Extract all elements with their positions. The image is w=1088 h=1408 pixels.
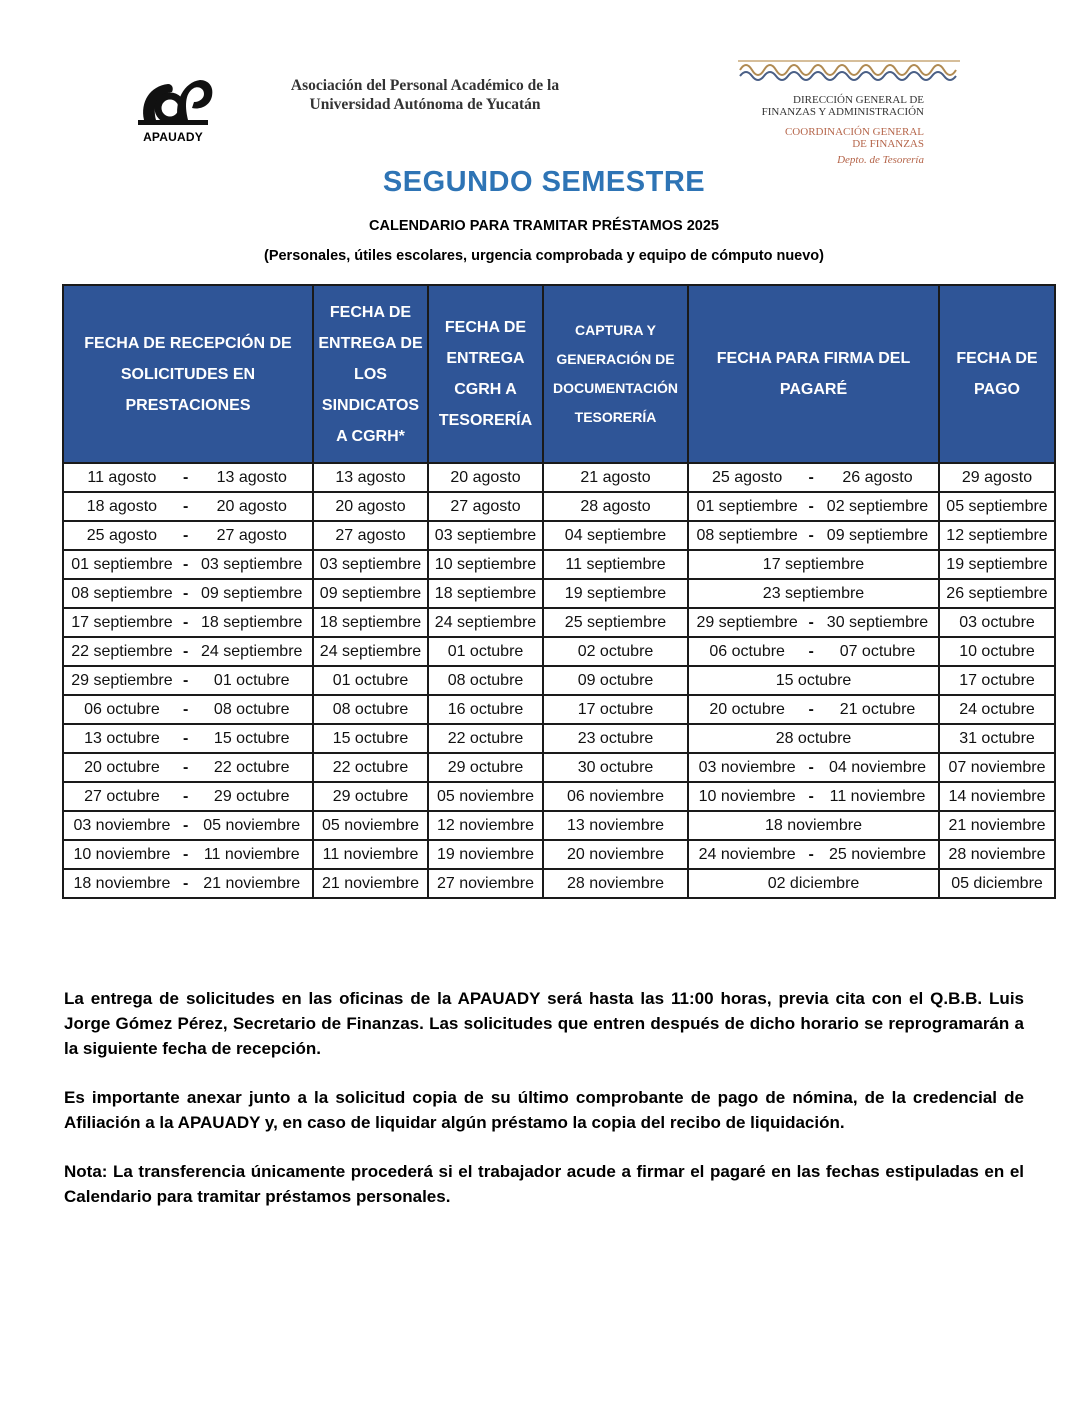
cell-recepcion-range	[64, 498, 312, 516]
cell-sindicatos: 09 septiembre	[313, 579, 428, 608]
cell-pago: 19 septiembre	[939, 550, 1055, 579]
range-separator: -	[182, 584, 189, 602]
association-name	[270, 76, 580, 114]
date-to: 27 agosto	[216, 526, 287, 544]
association-line-1: Asociación del Personal Académico de la	[290, 77, 560, 94]
date-to: 20 agosto	[216, 497, 287, 515]
header-firma: FECHA PARA FIRMA DEL PAGARÉ	[688, 285, 939, 463]
range-separator: -	[808, 526, 814, 544]
date-from: 25 agosto	[711, 468, 783, 486]
cell-recepcion	[63, 463, 313, 492]
direction-line-2: FINANZAS Y ADMINISTRACIÓN	[761, 106, 924, 118]
date-to: 03 septiembre	[201, 555, 303, 573]
cell-captura: 28 agosto	[543, 492, 688, 521]
date-from: 01 septiembre	[696, 497, 798, 515]
cell-recepcion	[63, 608, 313, 637]
cell-captura: 04 septiembre	[543, 521, 688, 550]
date-from: 06 octubre	[84, 700, 160, 718]
cell-tesoreria: 18 septiembre	[428, 579, 543, 608]
cell-recepcion-range	[64, 527, 312, 545]
coordination-line-2: DE FINANZAS	[852, 138, 924, 150]
cell-tesoreria: 10 septiembre	[428, 550, 543, 579]
cell-recepcion	[63, 782, 313, 811]
cell-captura: 11 septiembre	[543, 550, 688, 579]
cell-pago: 03 octubre	[939, 608, 1055, 637]
note-documents: Es importante anexar junto a la solicitud copia de su último comprobante de pago de nómina, de la credencial de Afiliación a la APAUADY y, en caso de liquidar algún préstamo la copia del recibo de liquidación.	[64, 1088, 1024, 1132]
range-separator: -	[182, 758, 189, 776]
cell-tesoreria: 24 septiembre	[428, 608, 543, 637]
cell-captura: 09 octubre	[543, 666, 688, 695]
cell-firma: 17 septiembre	[688, 550, 939, 579]
cell-firma-range	[689, 498, 938, 516]
cell-pago: 24 octubre	[939, 695, 1055, 724]
cell-captura: 13 noviembre	[543, 811, 688, 840]
cell-captura: 30 octubre	[543, 753, 688, 782]
cell-pago: 17 octubre	[939, 666, 1055, 695]
greca-pattern-icon	[738, 58, 960, 82]
cell-firma: 18 noviembre	[688, 811, 939, 840]
cell-firma-range	[689, 469, 938, 487]
date-from: 03 noviembre	[698, 758, 796, 776]
cell-firma-range	[689, 701, 938, 719]
cell-recepcion	[63, 840, 313, 869]
cell-recepcion	[63, 521, 313, 550]
date-to: 25 noviembre	[829, 845, 926, 863]
range-separator: -	[182, 642, 189, 660]
cell-firma	[688, 521, 939, 550]
table-row	[63, 463, 1055, 492]
range-separator: -	[808, 497, 814, 515]
cell-sindicatos: 03 septiembre	[313, 550, 428, 579]
table-row	[63, 550, 1055, 579]
table-row	[63, 666, 1055, 695]
range-separator: -	[808, 642, 814, 660]
header-pago: FECHA DE PAGO	[939, 285, 1055, 463]
range-separator: -	[182, 816, 189, 834]
date-from: 03 noviembre	[73, 816, 171, 834]
cell-recepcion	[63, 492, 313, 521]
note-transfer: Nota: La transferencia únicamente procederá si el trabajador acude a firmar el pagaré en las fechas estipuladas en el Calendario para tramitar préstamos personales.	[64, 1162, 1024, 1206]
range-separator: -	[182, 729, 189, 747]
table-row	[63, 869, 1055, 898]
cell-firma-range	[689, 846, 938, 864]
cell-pago: 07 noviembre	[939, 753, 1055, 782]
cell-firma: 28 octubre	[688, 724, 939, 753]
date-from: 27 octubre	[84, 787, 160, 805]
date-to: 18 septiembre	[201, 613, 303, 631]
date-from: 20 octubre	[709, 700, 785, 718]
cell-captura: 20 noviembre	[543, 840, 688, 869]
cell-pago: 05 septiembre	[939, 492, 1055, 521]
date-to: 09 septiembre	[826, 526, 929, 544]
cell-recepcion	[63, 695, 313, 724]
date-from: 17 septiembre	[71, 613, 173, 631]
date-to: 02 septiembre	[826, 497, 929, 515]
cell-recepcion-range	[64, 585, 312, 603]
cell-pago: 10 octubre	[939, 637, 1055, 666]
cell-tesoreria: 27 noviembre	[428, 869, 543, 898]
date-from: 18 noviembre	[73, 874, 171, 892]
cell-pago: 26 septiembre	[939, 579, 1055, 608]
date-to: 05 noviembre	[203, 816, 301, 834]
association-line-2: Universidad Autónoma de Yucatán	[309, 96, 541, 113]
header-sindicatos: FECHA DE ENTREGA DE LOS SINDICATOS A CGRH*	[313, 285, 428, 463]
date-to: 21 noviembre	[203, 874, 301, 892]
table-row	[63, 753, 1055, 782]
date-from: 20 octubre	[84, 758, 160, 776]
date-to: 13 agosto	[216, 468, 287, 486]
date-from: 29 septiembre	[71, 671, 173, 689]
notes-section	[64, 986, 1024, 1233]
date-from: 22 septiembre	[71, 642, 173, 660]
cell-tesoreria: 20 agosto	[428, 463, 543, 492]
cell-recepcion-range	[64, 875, 312, 893]
header-captura: CAPTURA Y GENERACIÓN DE DOCUMENTACIÓN TESORERÍA	[543, 285, 688, 463]
date-to: 07 octubre	[839, 642, 916, 660]
table-row	[63, 811, 1055, 840]
direction-line-1: DIRECCIÓN GENERAL DE	[793, 94, 924, 106]
cell-firma: 15 octubre	[688, 666, 939, 695]
cell-recepcion-range	[64, 730, 312, 748]
table-row	[63, 840, 1055, 869]
coordination-line-1: COORDINACIÓN GENERAL	[784, 126, 924, 138]
range-separator: -	[182, 526, 189, 544]
cell-firma	[688, 753, 939, 782]
cell-recepcion-range	[64, 672, 312, 690]
cell-recepcion	[63, 811, 313, 840]
cell-sindicatos: 13 agosto	[313, 463, 428, 492]
cell-recepcion	[63, 724, 313, 753]
cell-sindicatos: 29 octubre	[313, 782, 428, 811]
cell-pago: 05 diciembre	[939, 869, 1055, 898]
cell-recepcion-range	[64, 846, 312, 864]
range-separator: -	[808, 468, 814, 486]
table-row	[63, 782, 1055, 811]
date-from: 06 octubre	[709, 642, 785, 660]
cell-firma-range	[689, 643, 938, 661]
cell-sindicatos: 27 agosto	[313, 521, 428, 550]
cell-pago: 31 octubre	[939, 724, 1055, 753]
range-separator: -	[808, 758, 814, 776]
date-to: 22 octubre	[213, 758, 290, 776]
cell-recepcion-range	[64, 759, 312, 777]
table-row	[63, 724, 1055, 753]
date-to: 04 noviembre	[829, 758, 926, 776]
date-to: 21 octubre	[839, 700, 916, 718]
cell-captura: 25 septiembre	[543, 608, 688, 637]
cell-tesoreria: 27 agosto	[428, 492, 543, 521]
loan-calendar-table	[62, 284, 1056, 899]
cell-firma	[688, 782, 939, 811]
cell-sindicatos: 15 octubre	[313, 724, 428, 753]
cell-recepcion	[63, 579, 313, 608]
cell-firma	[688, 463, 939, 492]
cell-sindicatos: 01 octubre	[313, 666, 428, 695]
cell-recepcion	[63, 550, 313, 579]
header-tesoreria: FECHA DE ENTREGA CGRH A TESORERÍA	[428, 285, 543, 463]
range-separator: -	[182, 874, 189, 892]
cell-pago: 29 agosto	[939, 463, 1055, 492]
cell-sindicatos: 22 octubre	[313, 753, 428, 782]
date-from: 10 noviembre	[73, 845, 171, 863]
cell-tesoreria: 19 noviembre	[428, 840, 543, 869]
range-separator: -	[182, 497, 189, 515]
date-to: 29 octubre	[213, 787, 290, 805]
cell-captura: 06 noviembre	[543, 782, 688, 811]
cell-recepcion-range	[64, 817, 312, 835]
cell-firma: 23 septiembre	[688, 579, 939, 608]
cell-recepcion-range	[64, 469, 312, 487]
cell-firma-range	[689, 788, 938, 806]
table-row	[63, 521, 1055, 550]
cell-captura: 02 octubre	[543, 637, 688, 666]
cell-recepcion-range	[64, 701, 312, 719]
date-from: 18 agosto	[86, 497, 158, 515]
cell-firma	[688, 608, 939, 637]
cell-tesoreria: 29 octubre	[428, 753, 543, 782]
cell-sindicatos: 05 noviembre	[313, 811, 428, 840]
date-from: 08 septiembre	[71, 584, 173, 602]
date-to: 01 octubre	[213, 671, 290, 689]
date-from: 24 noviembre	[698, 845, 796, 863]
loan-types-subtitle: (Personales, útiles escolares, urgencia comprobada y equipo de cómputo nuevo)	[263, 248, 824, 264]
department-name: Depto. de Tesorería	[837, 154, 924, 166]
cell-firma	[688, 840, 939, 869]
range-separator: -	[182, 787, 189, 805]
table-row	[63, 579, 1055, 608]
range-separator: -	[182, 700, 189, 718]
date-from: 13 octubre	[84, 729, 160, 747]
cell-firma-range	[689, 759, 938, 777]
range-separator: -	[182, 468, 189, 486]
date-to: 09 septiembre	[201, 584, 303, 602]
table-row	[63, 637, 1055, 666]
cell-pago: 14 noviembre	[939, 782, 1055, 811]
cell-tesoreria: 05 noviembre	[428, 782, 543, 811]
date-from: 01 septiembre	[71, 555, 173, 573]
cell-recepcion	[63, 869, 313, 898]
table-row	[63, 608, 1055, 637]
date-from: 11 agosto	[87, 468, 157, 486]
cell-pago: 21 noviembre	[939, 811, 1055, 840]
date-to: 30 septiembre	[826, 613, 929, 631]
cell-sindicatos: 18 septiembre	[313, 608, 428, 637]
date-to: 11 noviembre	[203, 845, 300, 863]
range-separator: -	[808, 613, 814, 631]
cell-sindicatos: 21 noviembre	[313, 869, 428, 898]
cell-firma	[688, 492, 939, 521]
cell-captura: 21 agosto	[543, 463, 688, 492]
date-from: 29 septiembre	[696, 613, 798, 631]
range-separator: -	[182, 845, 189, 863]
logo-text: APAUADY	[143, 130, 203, 144]
date-to: 24 septiembre	[201, 642, 303, 660]
cell-tesoreria: 03 septiembre	[428, 521, 543, 550]
cell-recepcion	[63, 637, 313, 666]
range-separator: -	[182, 671, 189, 689]
cell-recepcion-range	[64, 788, 312, 806]
range-separator: -	[808, 787, 814, 805]
cell-firma	[688, 637, 939, 666]
cell-recepcion-range	[64, 614, 312, 632]
cell-sindicatos: 11 noviembre	[313, 840, 428, 869]
cell-sindicatos: 20 agosto	[313, 492, 428, 521]
cell-pago: 28 noviembre	[939, 840, 1055, 869]
cell-tesoreria: 16 octubre	[428, 695, 543, 724]
cell-sindicatos: 08 octubre	[313, 695, 428, 724]
table-row	[63, 695, 1055, 724]
range-separator: -	[182, 613, 189, 631]
cell-captura: 19 septiembre	[543, 579, 688, 608]
cell-pago: 12 septiembre	[939, 521, 1055, 550]
date-to: 15 octubre	[213, 729, 290, 747]
table-row	[63, 492, 1055, 521]
calendar-subtitle: CALENDARIO PARA TRAMITAR PRÉSTAMOS 2025	[369, 218, 719, 234]
cell-recepcion	[63, 666, 313, 695]
cell-recepcion-range	[64, 643, 312, 661]
date-to: 26 agosto	[842, 468, 913, 486]
range-separator: -	[808, 845, 814, 863]
note-delivery: La entrega de solicitudes en las oficinas de la APAUADY será hasta las 11:00 horas, previa cita con el Q.B.B. Luis Jorge Gómez Pérez, Secretario de Finanzas. Las solicitudes que entren después de dicho horario se reprogramarán a la siguiente fecha de recepción.	[64, 989, 1024, 1058]
cell-firma	[688, 695, 939, 724]
header-recepcion: FECHA DE RECEPCIÓN DE SOLICITUDES EN PRESTACIONES	[63, 285, 313, 463]
cell-firma: 02 diciembre	[688, 869, 939, 898]
date-from: 10 noviembre	[698, 787, 796, 805]
date-from: 08 septiembre	[696, 526, 798, 544]
cell-tesoreria: 22 octubre	[428, 724, 543, 753]
cell-sindicatos: 24 septiembre	[313, 637, 428, 666]
date-from: 25 agosto	[86, 526, 158, 544]
date-to: 08 octubre	[213, 700, 290, 718]
date-to: 11 noviembre	[829, 787, 926, 805]
table-body	[63, 463, 1055, 898]
apauady-logo	[128, 76, 218, 144]
cell-recepcion-range	[64, 556, 312, 574]
cell-tesoreria: 12 noviembre	[428, 811, 543, 840]
cell-firma-range	[689, 614, 938, 632]
cell-captura: 23 octubre	[543, 724, 688, 753]
finance-direction-logo	[738, 58, 960, 168]
cell-recepcion	[63, 753, 313, 782]
cell-tesoreria: 01 octubre	[428, 637, 543, 666]
cell-captura: 17 octubre	[543, 695, 688, 724]
apauady-emblem-icon	[134, 76, 214, 128]
page-title: SEGUNDO SEMESTRE	[382, 166, 706, 198]
cell-tesoreria: 08 octubre	[428, 666, 543, 695]
cell-captura: 28 noviembre	[543, 869, 688, 898]
cell-firma-range	[689, 527, 938, 545]
table-header-row	[63, 285, 1055, 463]
range-separator: -	[808, 700, 814, 718]
range-separator: -	[182, 555, 189, 573]
